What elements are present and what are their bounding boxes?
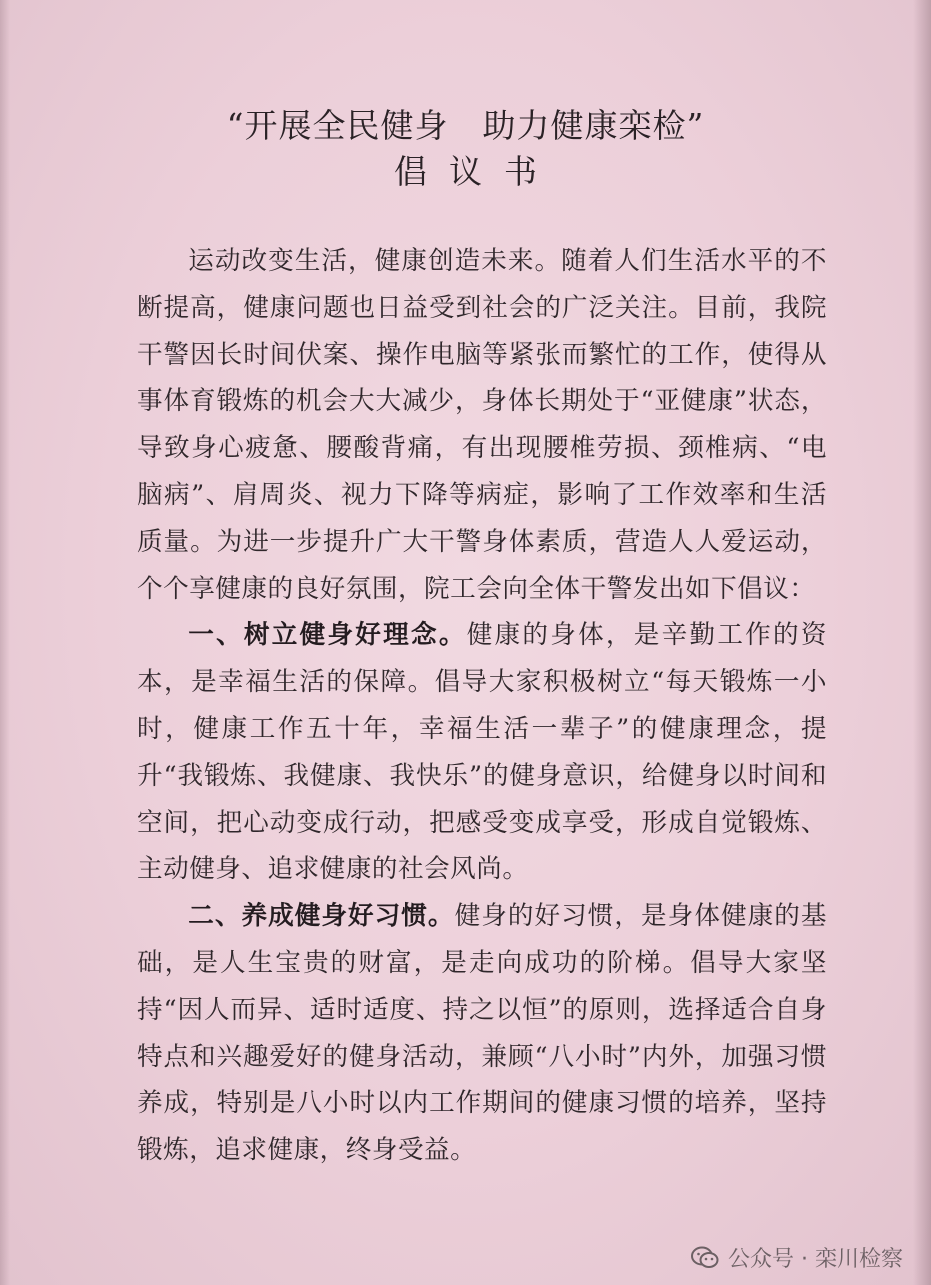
paragraph-text: 健康的身体，是辛勤工作的资本，是幸福生活的保障。倡导大家积极树立“每天锻炼一小时，健康工作五十年，幸福生活一辈子”的健康理念，提升“我锻炼、我健康、我快乐”的健身意识，给健身以时间和空间，把心动变成行动，把感受变成享受，形成自觉锻炼、主动健身、追求健康的社会风尚。: [137, 620, 827, 885]
paragraph-section-2: [137, 893, 827, 1174]
watermark: [690, 1242, 903, 1273]
document-subtitle: 倡议书: [394, 152, 559, 191]
paragraph-heading: 二、养成健身好习惯。: [188, 901, 455, 932]
paragraph-text: 健身的好习惯，是身体健康的基础，是人生宝贵的财富，是走向成功的阶梯。倡导大家坚持“因人而异、适时适度、持之以恒”的原则，选择适合自身特点和兴趣爱好的健身活动，兼顾“八小时”内外，加强习惯养成，特别是八小时以内工作期间的健康习惯的培养，坚持锻炼，追求健康，终身受益。: [137, 901, 827, 1166]
document-body: [137, 238, 827, 1174]
paragraph-intro: [137, 238, 827, 612]
watermark-text: 公众号 · 栾川检察: [728, 1247, 903, 1272]
paragraph-heading: 一、树立健身好理念。: [188, 620, 467, 651]
wechat-official-account-icon: [690, 1245, 720, 1271]
paragraph-text: 运动改变生活，健康创造未来。随着人们生活水平的不断提高，健康问题也日益受到社会的广泛关注。目前，我院干警因长时间伏案、操作电脑等紧张而繁忙的工作，使得从事体育锻炼的机会大大减少，身体长期处于“亚健康”状态，导致身心疲惫、腰酸背痛，有出现腰椎劳损、颈椎病、“电脑病”、肩周炎、视力下降等病症，影响了工作效率和生活质量。为进一步提升广大干警身体素质，营造人人爱运动，个个享健康的良好氛围，院工会向全体干警发出如下倡议：: [137, 246, 827, 604]
paragraph-section-1: [137, 612, 827, 893]
document-title: “开展全民健身 助力健康栾检”: [226, 106, 705, 145]
